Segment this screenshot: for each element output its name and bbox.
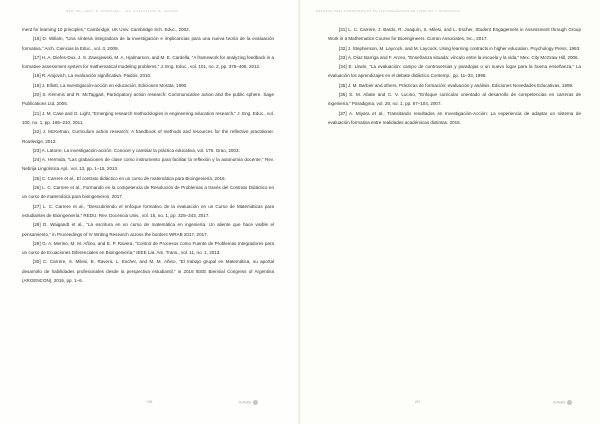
reference-item: [37] A. Miyara et al., Transitando resultados en Investigación-Acción: La experiencia de adaptar un sistema de evaluación formativa entre realidades académicas distintas. 2015. (328, 110, 581, 125)
reference-item: [31] L. C. Carrere, J. Bardo, R. Joaquín, S. Milesi, and L. Escher, Student Engagement in Assessment through Group Work in a Mathematics Course for Bioengineers. Curran Associates, Inc., 2017. (328, 27, 581, 42)
reference-item: [28] D. Waigandt et al., “La escritura en un curso de matemática en ingeniería. Un aliente que hace visible el pensamiento,” in Proceedings of IV Writing Research across the borders WRAB 2017, 2017. (22, 222, 274, 237)
brand-logo-icon (567, 400, 572, 405)
reference-item: [35] J. M. Barbier and others, Prácticas de formación: evaluación y análisis. Ediciones Novedades Educativas, 1999. (339, 82, 574, 88)
right-footer-brand (553, 400, 572, 405)
reference-item: [30] C. Carrere, S. Milesi, E. Ravera, L. Escher, and M. M. Añino, “El trabajo grupal en Matemática, su aportal desarrollo de habilidades profesionales desde la perspectiva estudiantil,” in 2016 IEEE Biennial Congress of Argentina (ARGENCON), 2016, pp. 1–6. (22, 259, 274, 284)
reference-item: [25] C. Carrere et al., El contrato didáctico en un curso de matemática para Bioingeniería. 2016. (33, 175, 226, 181)
reference-item: [34] E. Litwin, “La evaluación: campo de controversias y paradojas o un nuevo lugar para la buena enseñanza,” La evaluación los aprendizajes en el debate didáctico Contemp., pp. 11–33, 1998. (328, 64, 581, 79)
right-page (300, 0, 600, 424)
reference-item: [32] J. Stephenson, M. Laycock, and M. Laycock, Using learning contracts in higher education. Psychology Press, 1993. (339, 45, 581, 51)
reference-item: [36] S. M. Abate and C. V. Lucino, “Enfoque curricular orientado al desarrollo de competencias en carreras de ingeniería,” Paradigma, vol. 28, no. 1, pp. 87–104, 2007. (328, 92, 581, 107)
reference-item: [29] G. A. Merino, M. M. Añino, and E. P. Ravera, “Control de Procesos como Fuente de Problemas Integradores para un curso de Ecuaciones Diferenciales en Bioingeniería,” IEEE Lat. Am. Trans., vol. 11, no. 1, 2013. (22, 240, 274, 256)
reference-item: [27] L. C. Carrere et al., “Descubriendo el enfoque formativo de la evaluación en un Curso de Matemáticas para estudiantes de Bioingeniería,” REDU. Rev. Docencia Univ., vol. 15, no. 1, pp. 325–343, 2017. (22, 203, 274, 218)
reference-item: [26] L. C. Carrere et al., Formando en la competencia de Resolución de Problemas a través del Contrato Didáctico en un curso de matemática para bioingenieros. 2017. (22, 185, 274, 200)
reference-item: [33] Á. Díaz Barriga and F. Arceo, “Enseñanza situada: vínculo entre la escuela y la vida,” Mex. City McGraw Hill, 2006. (339, 54, 579, 60)
reference-item: ment for learning 10 principles,” Cambridge, UK Univ. Cambridge Sch. Educ., 2002. (22, 27, 190, 32)
right-running-head: ENFOQUE PARA COMPETENCIAS EN LAS ENSEÑANZAS DE CIENCIAS Y TECNOLOGÍA (316, 10, 461, 13)
left-page-number: 206 (147, 400, 153, 404)
reference-item: [18] R. Anijovich, La evaluación significativa. Paidós, 2010. (33, 73, 152, 79)
reference-item: [16] D. Wiliam, “Una síntesis integradora de la investigación e implicancias para una nueva teoría de la evaluación formativa,” Arch. Ciencias la Educ., vol. 3, 2009. (22, 36, 274, 51)
reference-item: [24] A. Hermida, “Las grabaciones de clase como instrumento para facilitar la reflexión y la autonomía docente,” Rev. Nebrija Lingüística Apl., vol. 13, pp. 1–15, 2013. (22, 157, 274, 172)
reference-item: [17] H. A. Diefes-Dux, J. S. Zawojewski, M. A. Hjalmarson, and M. E. Cardella, “A framework for analyzing feedback in a formative assessment system for mathematical modeling problems,” J. Eng. Educ., vol. 101, no. 2, pp. 375–406, 2012. (22, 54, 274, 70)
reference-item: [20] S. Kemmis and R. McTaggart, Participatory action research: Communicative action and the public sphere. Sage Publications Ltd, 2005. (22, 92, 274, 107)
right-page-number: 207 (415, 400, 421, 404)
left-footer-brand-text: Kol'lektiv (239, 400, 252, 405)
reference-item: [21] J. M. Case and G. Light, “Emerging research methodologies in engineering education research,” J. Eng. Educ., vol. 100, no. 1, pp. 186–210, 2011. (22, 110, 274, 125)
reference-item: [22] J. McKernan, Curriculum action research: A handbook of methods and resources for the reflective practitioner. Routledge, 2013. (22, 129, 274, 144)
right-footer-brand-text: Kol'lektiv (553, 400, 566, 405)
reference-item: [19] J. Elliott, La investigación-acción en educación. Ediciones Morata, 1990. (33, 82, 188, 88)
reference-item: [23] A. Latorre, La investigación-acción: Conocer y cambiar la práctica educativa, vol. 179. Grao, 2003. (33, 147, 240, 153)
left-footer-brand (239, 400, 258, 405)
left-running-head: MERI DEL ARNO, R. GONZÁLEZ — INS. 2/VALUACIÓN IE. VALIDEZ (66, 10, 179, 13)
brand-logo-icon (253, 400, 258, 405)
left-reference-list (22, 25, 274, 285)
right-reference-list (328, 25, 581, 127)
